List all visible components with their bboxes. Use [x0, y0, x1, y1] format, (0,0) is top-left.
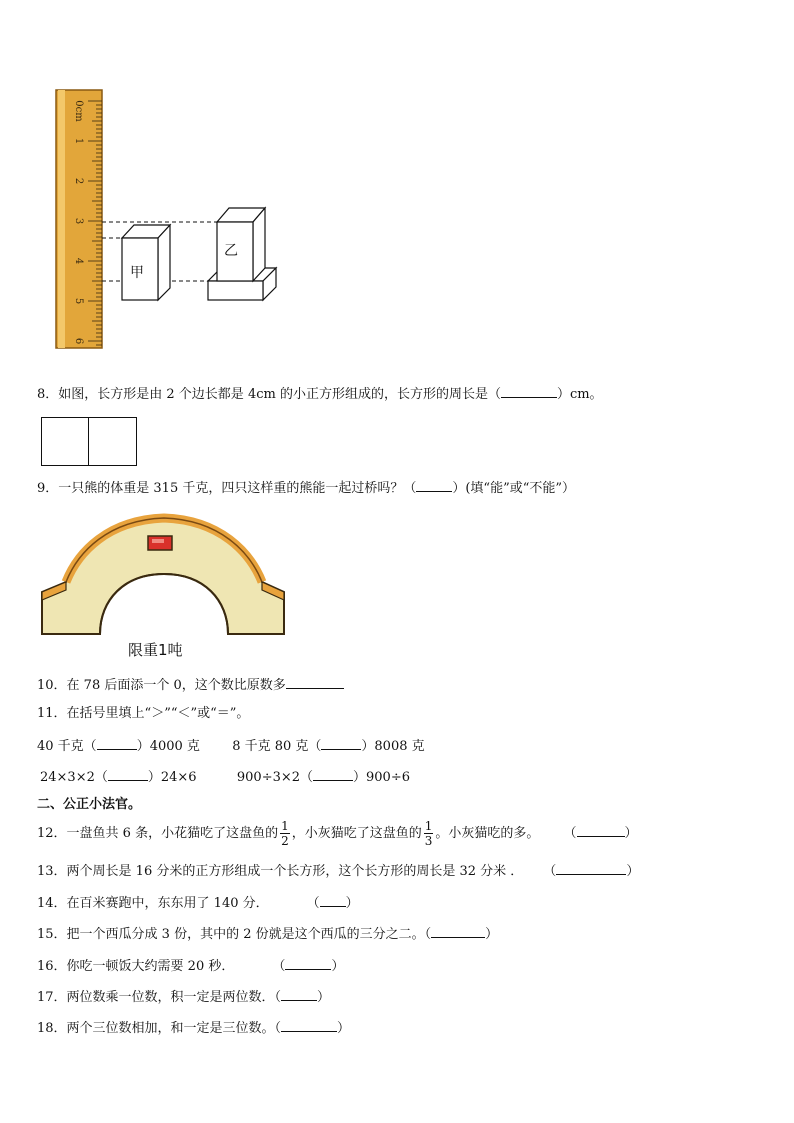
question-11-text: 11．在括号里填上“＞”“＜”或“＝”。	[37, 706, 250, 721]
question-18: 18．两个三位数相加，和一定是三位数。（ ）	[37, 1021, 351, 1036]
question-8-text: 8．如图，长方形是由 2 个边长都是 4cm 的小正方形组成的，长方形的周长是（	[37, 387, 501, 402]
fraction-one-half: $\frac{1}{2}$	[281, 819, 289, 848]
ruler-figure	[40, 85, 290, 350]
answer-blank-9[interactable]	[416, 479, 452, 492]
question-11	[37, 705, 249, 723]
bridge-illustration	[38, 508, 290, 638]
q12-text-1: 12．一盘鱼共 6 条，小花猫吃了这盘鱼的	[37, 826, 279, 841]
question-9-text: 9．一只熊的体重是 315 千克，四只这样重的熊能一起过桥吗？（	[37, 481, 417, 496]
question-9	[37, 479, 575, 498]
q11-row-1	[37, 737, 425, 756]
question-13: 13．两个周长是 16 分米的正方形组成一个长方形，这个长方形的周长是 32 分米 ． （ ）	[37, 864, 640, 879]
q14-text: 14．在百米赛跑中，东东用了 140 分．	[37, 896, 269, 911]
q15-text: 15．把一个西瓜分成 3 份，其中的 2 份就是这个西瓜的三分之二。（	[37, 927, 432, 942]
q11-2b-left: 900÷3×2（	[236, 770, 314, 785]
ruler-unit-label: 0cm	[73, 100, 84, 122]
answer-blank-14[interactable]	[320, 894, 346, 907]
q13-text: 13．两个周长是 16 分米的正方形组成一个长方形，这个长方形的周长是 32 分米 ．	[37, 864, 524, 879]
answer-blank-11-1a[interactable]	[97, 737, 137, 750]
question-10	[37, 676, 344, 695]
answer-blank-12[interactable]	[577, 824, 625, 837]
answer-blank-13[interactable]	[556, 862, 626, 875]
ruler-label: 1	[73, 137, 84, 145]
box-jia-label: 甲	[130, 265, 144, 281]
question-14: 14．在百米赛跑中，东东用了 140 分． （ ）	[37, 896, 359, 911]
question-16: 16．你吃一顿饭大约需要 20 秒． （ ）	[37, 959, 345, 974]
bridge-figure	[38, 508, 290, 663]
answer-blank-15[interactable]	[431, 925, 485, 938]
q11-2a-right: ）24×6	[147, 770, 197, 785]
q16-text: 16．你吃一顿饭大约需要 20 秒．	[37, 959, 235, 974]
ruler-illustration	[40, 85, 290, 350]
answer-blank-11-2a[interactable]	[108, 768, 148, 781]
question-15: 15．把一个西瓜分成 3 份，其中的 2 份就是这个西瓜的三分之二。（ ）	[37, 927, 499, 942]
square-divider	[88, 418, 89, 465]
question-12: 12．一盘鱼共 6 条，小花猫吃了这盘鱼的 $\frac{1}{2}$ ，小灰猫吃了这盘鱼的 $\frac{1}{3}$ 。小灰猫吃的多。 （ ）	[37, 819, 638, 848]
q11-2b-right: ）900÷6	[353, 770, 410, 785]
question-9-tail: ）(填“能”或“不能”）	[452, 481, 576, 496]
answer-blank-11-1b[interactable]	[321, 737, 361, 750]
q12-text-2: ，小灰猫吃了这盘鱼的	[291, 826, 422, 841]
question-17: 17．两位数乘一位数，积一定是两位数．（ ）	[37, 990, 331, 1005]
q11-1a-left: 40 千克（	[37, 739, 97, 754]
question-8-tail: ）cm。	[556, 387, 603, 402]
box-yi-label: 乙	[224, 243, 238, 259]
ruler-label: 3	[73, 217, 84, 225]
answer-blank-8[interactable]	[501, 385, 557, 398]
ruler-label: 2	[73, 177, 84, 185]
answer-blank-16[interactable]	[285, 957, 331, 970]
bridge-caption: 限重1吨	[128, 641, 183, 659]
q17-text: 17．两位数乘一位数，积一定是两位数．（	[37, 990, 282, 1005]
q11-row-2	[40, 768, 410, 787]
ruler-label: 6	[73, 337, 84, 345]
q11-1b-left: 8 千克 80 克（	[232, 739, 322, 754]
section-2-title: 二、公正小法官。	[37, 797, 142, 812]
q11-1b-right: ）8008 克	[361, 739, 425, 754]
two-squares-rectangle	[41, 417, 137, 466]
fraction-one-third: $\frac{1}{3}$	[424, 819, 433, 848]
answer-blank-10[interactable]	[286, 676, 344, 689]
question-10-text: 10．在 78 后面添一个 0，这个数比原数多	[37, 678, 286, 693]
q11-1a-right: ）4000 克	[136, 739, 200, 754]
question-8	[37, 385, 603, 404]
ruler-label: 4	[73, 257, 84, 265]
answer-blank-18[interactable]	[281, 1019, 337, 1032]
q18-text: 18．两个三位数相加，和一定是三位数。（	[37, 1021, 282, 1036]
q11-2a-left: 24×3×2（	[40, 770, 108, 785]
q12-text-3: 。小灰猫吃的多。	[435, 826, 540, 841]
ruler-label: 5	[73, 297, 84, 305]
answer-blank-17[interactable]	[281, 988, 317, 1001]
answer-blank-11-2b[interactable]	[313, 768, 353, 781]
